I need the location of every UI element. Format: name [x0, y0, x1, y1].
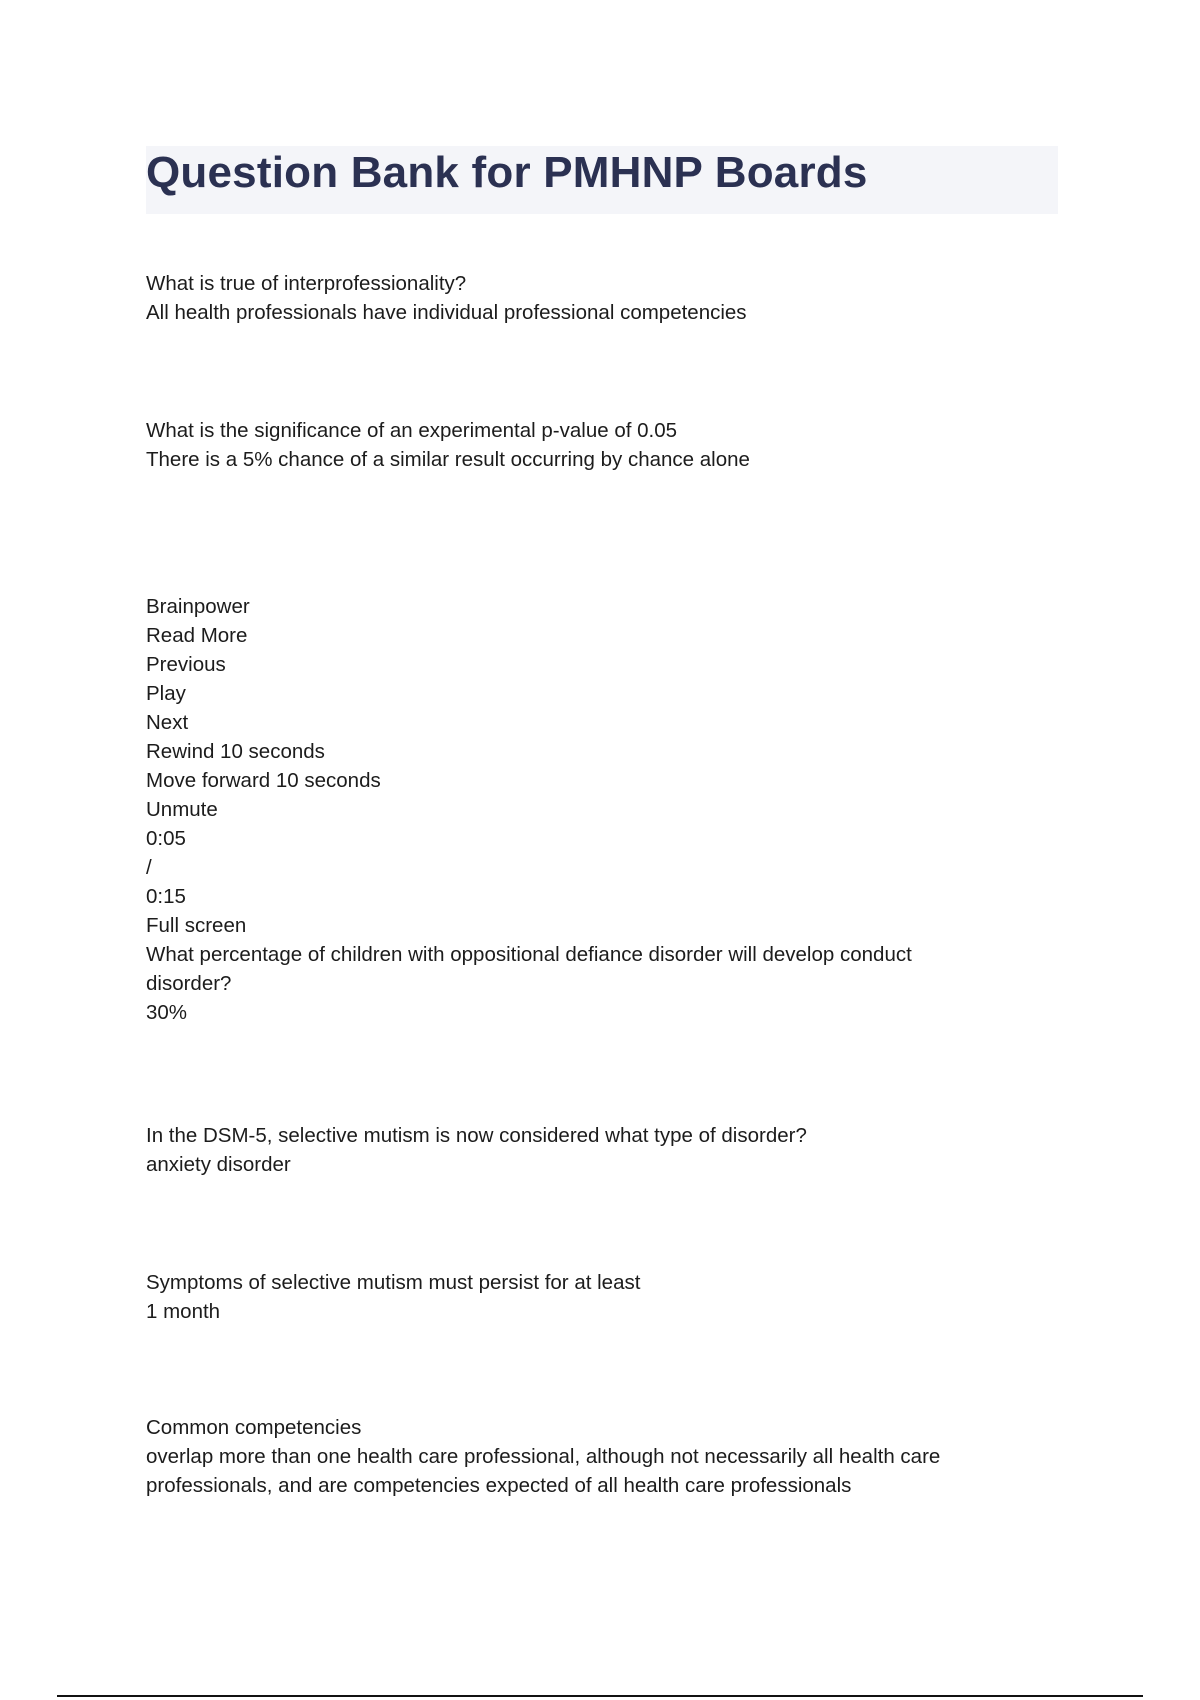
forward-button[interactable]: Move forward 10 seconds	[146, 769, 381, 792]
player-brand-label: Brainpower	[146, 595, 250, 618]
qa-common-competencies	[146, 1413, 1026, 1500]
current-time: 0:05	[146, 827, 186, 850]
qa-selective-mutism-duration	[146, 1268, 1026, 1326]
play-button[interactable]: Play	[146, 682, 186, 705]
previous-button[interactable]: Previous	[146, 653, 226, 676]
qa-selective-mutism-type	[146, 1121, 1026, 1179]
unmute-button[interactable]: Unmute	[146, 798, 218, 821]
question-text: What is true of interprofessionality?	[146, 272, 467, 295]
read-more-link[interactable]: Read More	[146, 624, 248, 647]
answer-text: anxiety disorder	[146, 1153, 291, 1176]
duration: 0:15	[146, 885, 186, 908]
answer-text: 1 month	[146, 1300, 221, 1323]
page-bottom-divider	[57, 1695, 1143, 1697]
question-text: What percentage of children with oppositional defiance disorder will develop conduct	[146, 943, 912, 966]
answer-text: overlap more than one health care professional, although not necessarily all health care	[146, 1445, 941, 1468]
answer-text-continued: professionals, and are competencies expected of all health care professionals	[146, 1474, 852, 1497]
time-separator: /	[146, 856, 152, 879]
fullscreen-button[interactable]: Full screen	[146, 914, 247, 937]
question-text: Common competencies	[146, 1416, 362, 1439]
answer-text: All health professionals have individual professional competencies	[146, 301, 747, 324]
rewind-button[interactable]: Rewind 10 seconds	[146, 740, 325, 763]
qa-interprofessionality	[146, 269, 1026, 327]
question-text: In the DSM-5, selective mutism is now considered what type of disorder?	[146, 1124, 807, 1147]
question-text: Symptoms of selective mutism must persist for at least	[146, 1271, 641, 1294]
next-button[interactable]: Next	[146, 711, 189, 734]
question-text: What is the significance of an experimental p-value of 0.05	[146, 419, 678, 442]
page-title: Question Bank for PMHNP Boards	[146, 148, 868, 197]
qa-p-value	[146, 416, 1026, 474]
answer-text: 30%	[146, 1001, 188, 1024]
question-text-continued: disorder?	[146, 972, 232, 995]
answer-text: There is a 5% chance of a similar result occurring by chance alone	[146, 448, 750, 471]
video-player-text	[146, 592, 1026, 1027]
